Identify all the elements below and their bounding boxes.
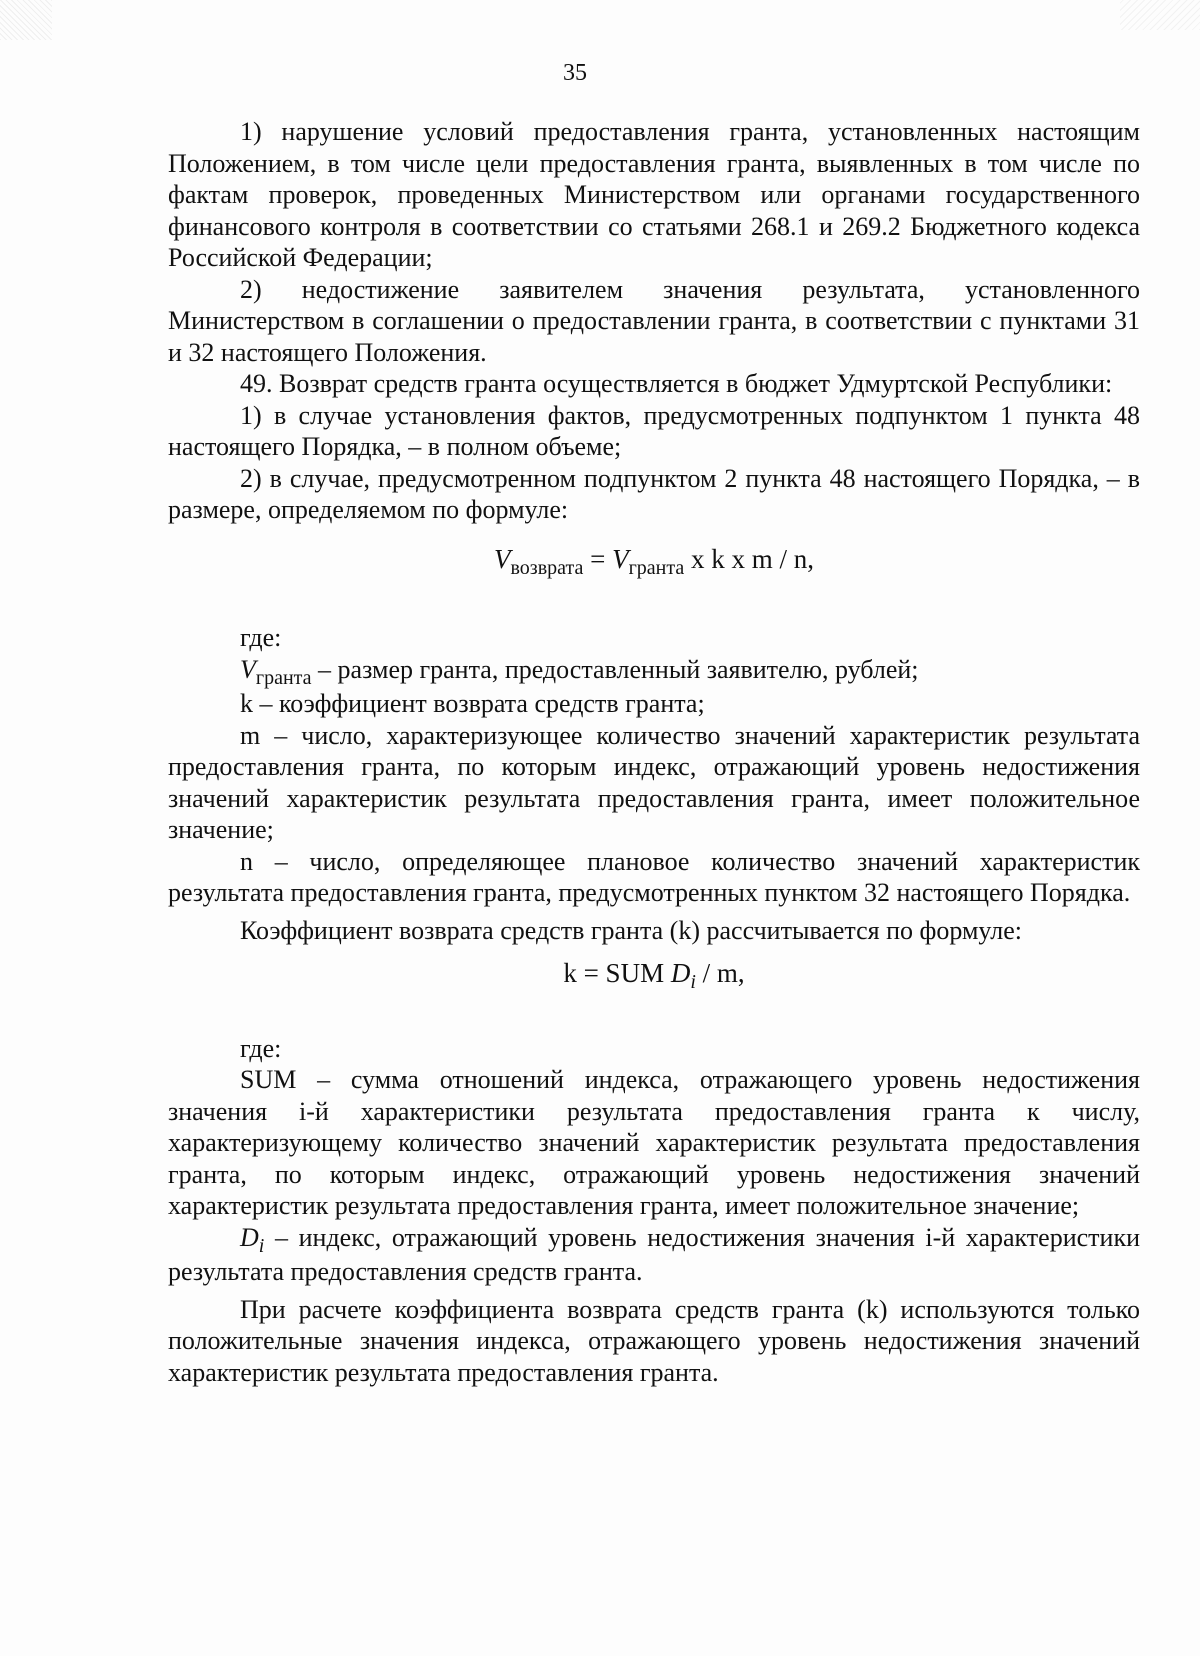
formula-sub-return: возврата	[510, 556, 584, 579]
def-v-sub: гранта	[255, 666, 312, 689]
where-label-1: где:	[240, 623, 282, 652]
formula2-left: k = SUM	[563, 958, 671, 988]
formula-equals: =	[583, 543, 613, 574]
paragraph-non-achievement: 2) недостижение заявителем значения результата, установленного Министерством в соглашении о предоставлении гранта, в соответствии с пунктами 31 и 32 настоящего Положения.	[168, 274, 1140, 367]
definition-v-grant	[168, 654, 1140, 689]
paragraph-return-formula-intro: 2) в случае, предусмотренном подпунктом 2 пункта 48 настоящего Порядка, – в размере, определяемом по формуле:	[168, 463, 1140, 524]
definition-n: n – число, определяющее плановое количество значений характеристик результата предоставления гранта, предусмотренных пунктом 32 настоящего Порядка.	[168, 846, 1140, 907]
formula2-right: / m,	[695, 958, 745, 988]
def-d-symbol: D	[240, 1222, 259, 1252]
page-number: 35	[563, 60, 587, 86]
document-body	[168, 116, 1140, 1388]
definition-sum: SUM – сумма отношений индекса, отражающего уровень недостижения значения i-й характеристики результата предоставления гранта к числу, характеризующему количество значений характеристик результата предоставления гранта, по которым индекс, отражающий уровень недостижения значений характеристик результата предоставления гранта, имеет положительное значение;	[168, 1065, 1140, 1220]
def-d-text: – индекс, отражающий уровень недостижения значения i-й характеристики результата предоставления средств гранта.	[168, 1222, 1140, 1286]
coefficient-intro: Коэффициент возврата средств гранта (k) рассчитывается по формуле:	[240, 915, 1023, 945]
final-paragraph: При расчете коэффициента возврата средств гранта (k) используются только положительные значения индекса, отражающего уровень недостижения значений характеристик результата предоставления гранта.	[168, 1294, 1140, 1387]
def-v-text: – размер гранта, предоставленный заявителю, рублей;	[311, 654, 919, 684]
paragraph-49-return: 49. Возврат средств гранта осуществляется в бюджет Удмуртской Республики:	[240, 369, 1113, 398]
formula2-d-symbol: D	[670, 958, 691, 988]
definition-m: m – число, характеризующее количество значений характеристик результата предоставления гранта, по которым индекс, отражающий уровень недостижения значений характеристик результата предоставления гранта, имеет положительное значение;	[168, 720, 1140, 844]
where-label-2: где:	[240, 1033, 282, 1063]
formula-v-symbol: V	[493, 543, 511, 574]
scan-edge-artifact	[0, 0, 52, 40]
def-d-sub: i	[258, 1234, 265, 1257]
def-v-symbol: V	[240, 654, 256, 684]
definition-k: k – коэффициент возврата средств гранта;	[240, 689, 705, 718]
definition-d-i	[168, 1222, 1140, 1288]
paragraph-violation-conditions: 1) нарушение условий предоставления гранта, установленных настоящим Положением, в том числе цели предоставления гранта, выявленных в том числе по фактам проверок, проведенных Министерством или органами государственного финансового контроля в соответствии со статьями 268.1 и 269.2 Бюджетного кодекса Российской Федерации;	[168, 117, 1140, 272]
formula-sub-grant: гранта	[628, 556, 685, 579]
formula-rest: x k x m / n,	[684, 543, 815, 574]
coefficient-formula	[168, 946, 1140, 1033]
return-amount-formula	[168, 526, 1140, 623]
scan-edge-artifact-right	[1120, 0, 1200, 30]
formula-v-symbol-grant: V	[612, 543, 629, 574]
formula2-i-sub: i	[690, 971, 696, 993]
paragraph-return-full: 1) в случае установления фактов, предусмотренных подпунктом 1 пункта 48 настоящего Порядка, – в полном объеме;	[168, 400, 1140, 461]
